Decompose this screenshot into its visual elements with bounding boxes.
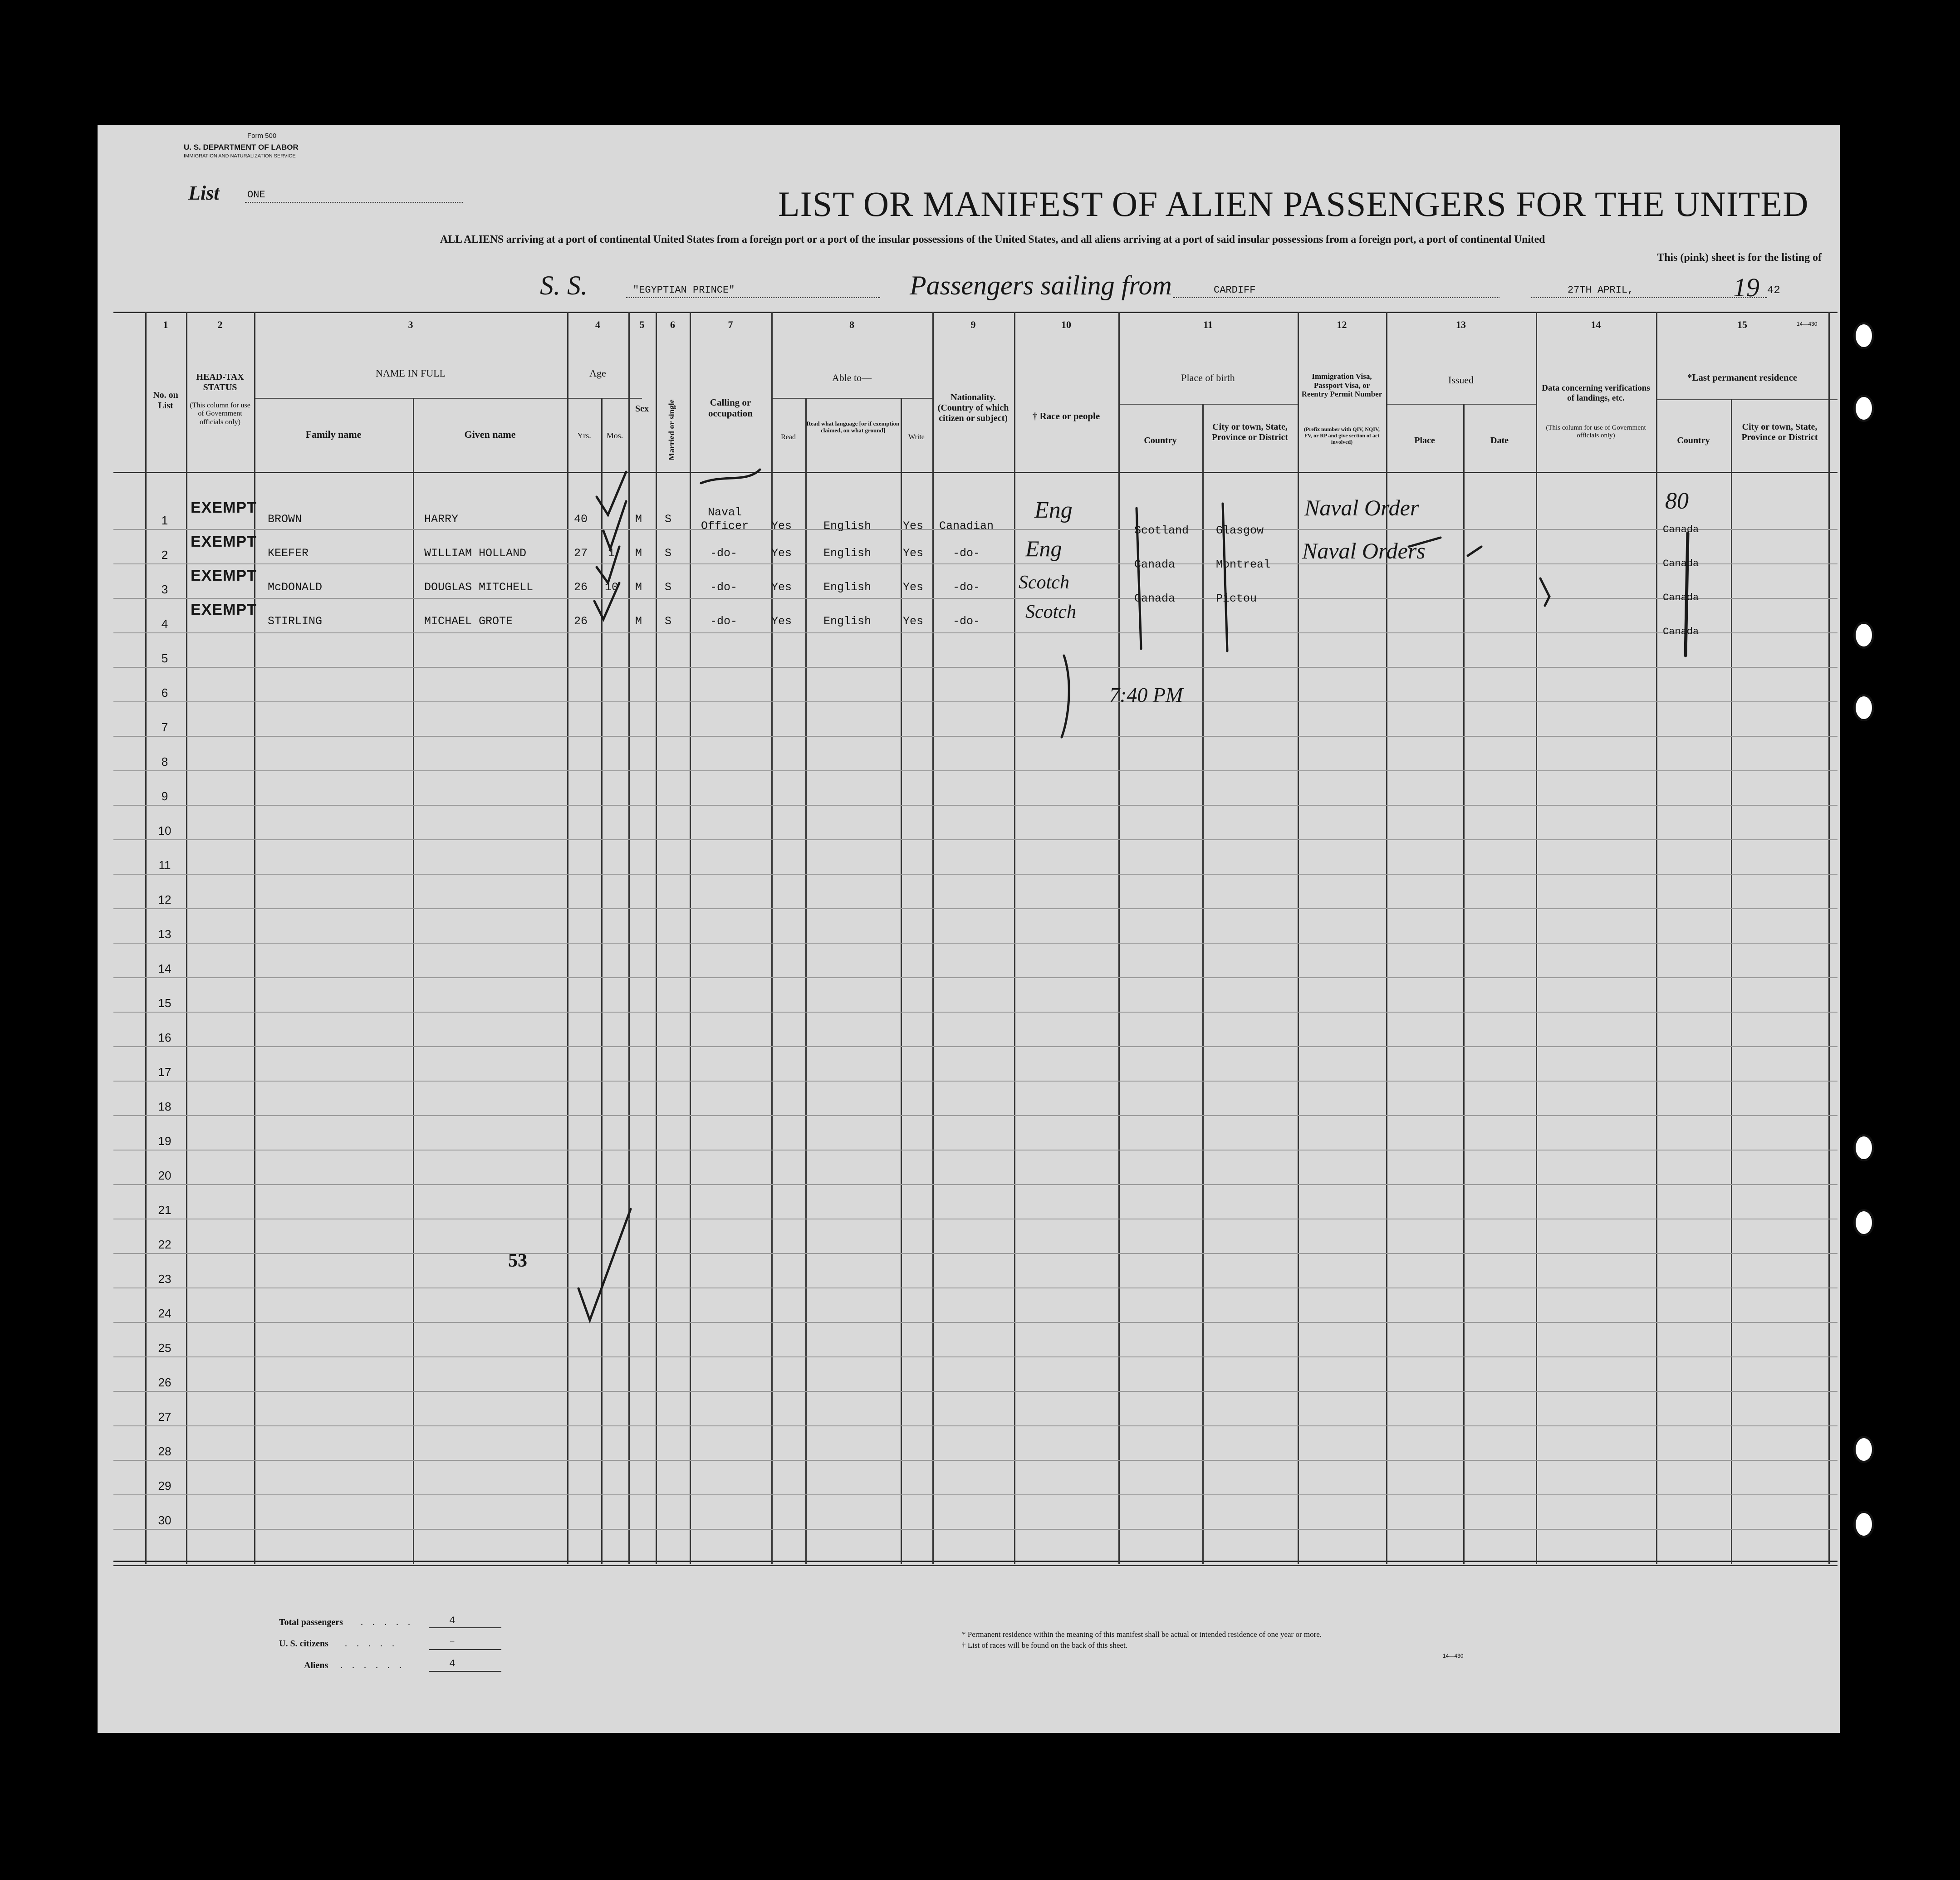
bracket-mark bbox=[1137, 508, 1141, 649]
departure-date: 27TH APRIL, bbox=[1568, 284, 1634, 296]
marital-status: S bbox=[665, 547, 672, 560]
us-dots: . . . . . bbox=[345, 1639, 398, 1649]
occupation-label: Calling or occupation bbox=[708, 397, 753, 419]
scribble-mark bbox=[1540, 578, 1549, 606]
footnote-residence: * Permanent residence within the meaning of this manifest shall be actual or intended residence of one year or more. bbox=[962, 1630, 1322, 1639]
binder-hole bbox=[1853, 1511, 1874, 1538]
able-to-label: Able to— bbox=[832, 372, 872, 383]
handwritten-signature: 7:40 PM bbox=[1109, 683, 1183, 706]
aliens-value: 4 bbox=[449, 1658, 456, 1669]
handwritten-visa: Naval Orders bbox=[1302, 538, 1426, 563]
marital-status: S bbox=[665, 513, 672, 526]
sex: M bbox=[635, 581, 642, 594]
aliens-underline bbox=[429, 1671, 501, 1672]
row-number: 23 bbox=[158, 1272, 172, 1286]
checkmark bbox=[597, 472, 626, 515]
col-number: 3 bbox=[408, 319, 413, 330]
binder-hole bbox=[1853, 1134, 1874, 1161]
residence-country-label: Country bbox=[1677, 436, 1710, 446]
tally-mark bbox=[1686, 533, 1688, 656]
age-label: Age bbox=[589, 367, 606, 379]
head-tax-status: EXEMPT bbox=[191, 567, 257, 584]
can-read: Yes bbox=[771, 581, 792, 594]
marital-status: S bbox=[665, 581, 672, 594]
language-label: Read what language [or if exemption claimed, on what ground] bbox=[806, 420, 900, 434]
col-number: 11 bbox=[1203, 319, 1213, 330]
handwritten-page-mark: 53 bbox=[508, 1250, 527, 1271]
head-tax-status: EXEMPT bbox=[191, 601, 257, 618]
issued-place-label: Place bbox=[1414, 436, 1435, 446]
marital-status: S bbox=[665, 615, 672, 628]
subtitle-line-2: This (pink) sheet is for the listing of bbox=[1657, 252, 1822, 264]
total-dots: . . . . . bbox=[361, 1617, 414, 1627]
birth-city: Montreal bbox=[1216, 558, 1271, 571]
residence-country: Canada bbox=[1663, 592, 1699, 603]
can-write: Yes bbox=[903, 519, 924, 533]
us-citizens-value: – bbox=[449, 1636, 456, 1648]
nationality-label: Nationality. (Country of which citizen or subject) bbox=[937, 392, 1009, 423]
race-label: † Race or people bbox=[1032, 411, 1100, 421]
given-name: MICHAEL GROTE bbox=[424, 615, 513, 628]
sex: M bbox=[635, 547, 642, 560]
row-number: 22 bbox=[158, 1238, 172, 1251]
age-years: 26 bbox=[574, 581, 588, 594]
row-number: 25 bbox=[158, 1341, 172, 1355]
col-number: 5 bbox=[639, 319, 645, 330]
footnote-races: † List of races will be found on the back of this sheet. bbox=[962, 1641, 1127, 1650]
sex-label: Sex bbox=[635, 404, 649, 414]
subtitle-line-1: ALL ALIENS arriving at a port of continental United States from a foreign port or a port of the insular possessions of the United States, and all aliens arriving at a port of said insular possessions from a foreign port, a port of continental United bbox=[440, 234, 1545, 245]
write-label: Write bbox=[908, 433, 925, 441]
binder-hole bbox=[1853, 694, 1874, 721]
family-name: STIRLING bbox=[268, 615, 323, 628]
checkmark bbox=[603, 501, 626, 549]
issued-label: Issued bbox=[1448, 374, 1474, 386]
footnote-code: 14—430 bbox=[1443, 1653, 1464, 1659]
corner-form-code: 14—430 bbox=[1797, 321, 1818, 327]
row-number: 1 bbox=[161, 514, 168, 527]
nationality: Canadian bbox=[939, 519, 994, 533]
head-tax-status: EXEMPT bbox=[191, 499, 257, 516]
family-name-label: Family name bbox=[305, 429, 362, 440]
sailing-label: Passengers sailing from bbox=[910, 270, 1172, 300]
row-number: 15 bbox=[158, 996, 172, 1010]
col-number: 4 bbox=[595, 319, 600, 330]
residence-city-label: City or town, State, Province or District bbox=[1741, 422, 1818, 442]
col-number: 15 bbox=[1737, 319, 1747, 330]
given-name-label: Given name bbox=[464, 429, 516, 440]
given-name: WILLIAM HOLLAND bbox=[424, 547, 527, 560]
row-number: 14 bbox=[158, 962, 172, 975]
col-number: 9 bbox=[970, 319, 976, 330]
visa-label: Immigration Visa, Passport Visa, or Reentry Permit Number bbox=[1301, 372, 1382, 399]
birth-city-label: City or town, State, Province or District bbox=[1211, 422, 1289, 442]
binder-hole bbox=[1853, 622, 1874, 649]
signature-stroke bbox=[1062, 656, 1069, 737]
verification-note: (This column for use of Government officials only) bbox=[1546, 424, 1646, 440]
row-number: 28 bbox=[158, 1444, 172, 1458]
checkmark bbox=[594, 583, 619, 619]
total-passengers-value: 4 bbox=[449, 1615, 456, 1626]
nationality: -do- bbox=[953, 615, 980, 628]
birthplace-label: Place of birth bbox=[1181, 372, 1235, 383]
row-number: 11 bbox=[158, 858, 171, 872]
head-tax-status: EXEMPT bbox=[191, 533, 257, 550]
language: English bbox=[823, 519, 872, 533]
row-number: 5 bbox=[161, 651, 168, 665]
handwritten-race: Eng bbox=[1034, 497, 1073, 523]
family-name: McDONALD bbox=[268, 581, 323, 594]
col-number: 10 bbox=[1061, 319, 1071, 330]
row-number: 12 bbox=[158, 893, 172, 906]
verification-label: Data concerning verifications of landings, etc. bbox=[1542, 383, 1650, 403]
col1-label: No. on List bbox=[153, 390, 178, 411]
row-number: 30 bbox=[158, 1513, 172, 1527]
language: English bbox=[823, 547, 872, 560]
handwriting-marks bbox=[98, 125, 1840, 1733]
occupation: -do- bbox=[710, 581, 738, 594]
sex: M bbox=[635, 615, 642, 628]
checkmark bbox=[597, 547, 619, 583]
can-write: Yes bbox=[903, 615, 924, 628]
us-underline bbox=[429, 1649, 501, 1650]
row-number: 16 bbox=[158, 1031, 172, 1044]
birth-country: Canada bbox=[1134, 558, 1176, 571]
birth-city: Glasgow bbox=[1216, 524, 1264, 537]
handwritten-residence-mark: 80 bbox=[1665, 488, 1689, 514]
row-number: 17 bbox=[158, 1065, 172, 1079]
manifest-sheet bbox=[98, 125, 1840, 1733]
can-write: Yes bbox=[903, 547, 924, 560]
can-read: Yes bbox=[771, 519, 792, 533]
occupation: -do- bbox=[710, 615, 738, 628]
total-underline bbox=[429, 1627, 501, 1628]
can-read: Yes bbox=[771, 615, 792, 628]
scribble-mark bbox=[701, 470, 760, 483]
col-number: 2 bbox=[217, 319, 223, 330]
read-label: Read bbox=[781, 433, 796, 441]
row-number: 13 bbox=[158, 927, 172, 941]
nationality: -do- bbox=[953, 547, 980, 560]
age-yrs-label: Yrs. bbox=[577, 431, 591, 440]
nationality: -do- bbox=[953, 581, 980, 594]
form-number: Form 500 bbox=[247, 132, 277, 140]
occupation-line-2: Officer bbox=[701, 519, 749, 533]
col-number: 7 bbox=[728, 319, 733, 330]
language: English bbox=[823, 615, 872, 628]
row-number: 26 bbox=[158, 1376, 172, 1389]
row-number: 29 bbox=[158, 1479, 172, 1493]
scribble-mark bbox=[1409, 538, 1481, 556]
row-number: 8 bbox=[161, 755, 168, 769]
given-name: HARRY bbox=[424, 513, 459, 526]
total-passengers-label: Total passengers bbox=[279, 1617, 343, 1627]
col-number: 13 bbox=[1456, 319, 1466, 330]
service-name: IMMIGRATION AND NATURALIZATION SERVICE bbox=[184, 153, 296, 159]
can-read: Yes bbox=[771, 547, 792, 560]
handwritten-race: Scotch bbox=[1019, 572, 1069, 593]
age-months: 1 bbox=[608, 547, 615, 560]
occupation-line-1: Naval bbox=[708, 506, 742, 519]
residence-country: Canada bbox=[1663, 558, 1699, 569]
col2-label: HEAD-TAX STATUS bbox=[196, 372, 244, 392]
row-number: 21 bbox=[158, 1203, 172, 1217]
col3-label: NAME IN FULL bbox=[376, 367, 446, 379]
visa-note: (Prefix number with QIV, NQIV, FV, or RP and give section of act involved) bbox=[1303, 426, 1380, 445]
age-months: 10 bbox=[605, 581, 619, 594]
department-name: U. S. DEPARTMENT OF LABOR bbox=[184, 143, 299, 152]
row-number: 3 bbox=[161, 583, 168, 596]
year-suffix: 42 bbox=[1767, 284, 1780, 297]
row-number: 10 bbox=[158, 824, 172, 837]
age-years: 27 bbox=[574, 547, 588, 560]
year-prefix: 19 bbox=[1733, 273, 1759, 302]
row-number: 18 bbox=[158, 1100, 172, 1113]
list-label: List bbox=[188, 182, 220, 204]
checkmark bbox=[578, 1209, 631, 1320]
birth-city: Pictou bbox=[1216, 592, 1257, 605]
row-number: 7 bbox=[161, 720, 168, 734]
family-name: KEEFER bbox=[268, 547, 309, 560]
row-number: 24 bbox=[158, 1307, 172, 1320]
row-number: 4 bbox=[161, 617, 168, 631]
col-number: 12 bbox=[1337, 319, 1347, 330]
aliens-label: Aliens bbox=[304, 1660, 328, 1670]
birth-country: Scotland bbox=[1134, 524, 1189, 537]
col2-note: (This column for use of Government officials only) bbox=[190, 401, 250, 426]
given-name: DOUGLAS MITCHELL bbox=[424, 581, 534, 594]
issued-date-label: Date bbox=[1490, 436, 1509, 446]
col-number: 6 bbox=[670, 319, 675, 330]
col-number: 1 bbox=[163, 319, 168, 330]
row-number: 2 bbox=[161, 548, 168, 562]
bracket-mark bbox=[1223, 504, 1227, 651]
residence-country: Canada bbox=[1663, 524, 1699, 535]
residence-label: *Last permanent residence bbox=[1687, 372, 1798, 383]
age-years: 26 bbox=[574, 615, 588, 628]
row-number: 20 bbox=[158, 1169, 172, 1182]
binder-hole bbox=[1853, 395, 1874, 422]
age-mos-label: Mos. bbox=[606, 431, 623, 440]
row-number: 9 bbox=[161, 789, 168, 803]
col-number: 8 bbox=[849, 319, 854, 330]
birth-country: Canada bbox=[1134, 592, 1176, 605]
binder-hole bbox=[1853, 1209, 1874, 1236]
ship-name: "EGYPTIAN PRINCE" bbox=[633, 284, 735, 296]
us-citizens-label: U. S. citizens bbox=[279, 1639, 328, 1649]
row-number: 27 bbox=[158, 1410, 172, 1424]
handwritten-visa: Naval Order bbox=[1304, 495, 1419, 520]
language: English bbox=[823, 581, 872, 594]
binder-hole bbox=[1853, 322, 1874, 349]
handwritten-race: Eng bbox=[1025, 536, 1062, 561]
family-name: BROWN bbox=[268, 513, 302, 526]
ss-label: S. S. bbox=[540, 270, 588, 300]
list-value: ONE bbox=[247, 189, 265, 201]
marital-label: Married or single bbox=[667, 399, 676, 460]
aliens-dots: . . . . . . bbox=[340, 1660, 405, 1670]
departure-port: CARDIFF bbox=[1214, 284, 1256, 296]
handwritten-race: Scotch bbox=[1025, 602, 1076, 622]
occupation: -do- bbox=[710, 547, 738, 560]
row-number: 19 bbox=[158, 1134, 172, 1148]
col-number: 14 bbox=[1591, 319, 1601, 330]
page-title: LIST OR MANIFEST OF ALIEN PASSENGERS FOR THE UNITED bbox=[778, 184, 1809, 224]
row-number: 6 bbox=[161, 686, 168, 700]
birth-country-label: Country bbox=[1144, 436, 1177, 446]
residence-country: Canada bbox=[1663, 626, 1699, 637]
age-years: 40 bbox=[574, 513, 588, 526]
sex: M bbox=[635, 513, 642, 526]
can-write: Yes bbox=[903, 581, 924, 594]
binder-hole bbox=[1853, 1436, 1874, 1463]
